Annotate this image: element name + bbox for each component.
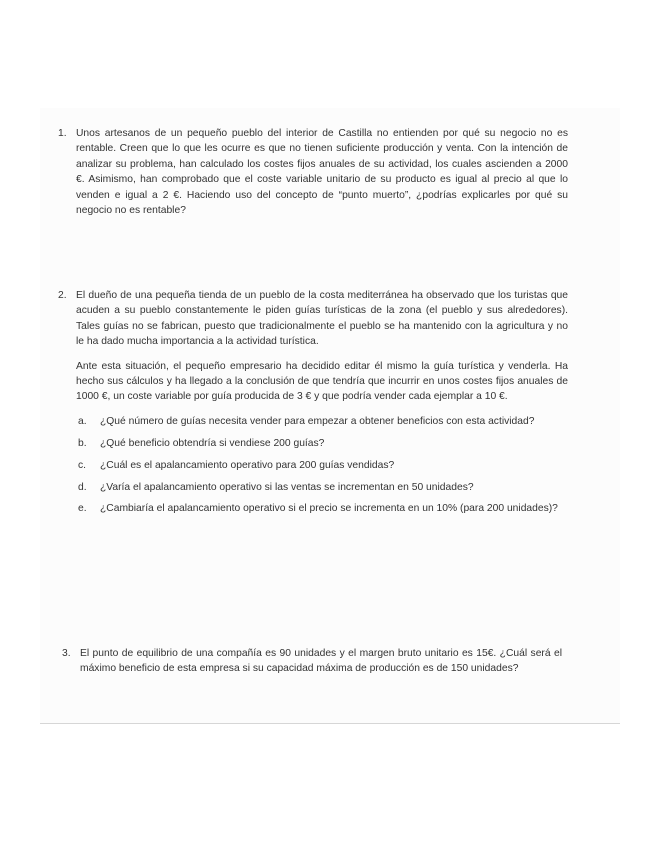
option-letter: e. — [78, 503, 87, 515]
sub-question-c — [76, 458, 568, 473]
option-letter: b. — [78, 437, 87, 449]
sub-question-list — [76, 414, 568, 517]
question-2 — [58, 288, 568, 523]
option-text: ¿Varía el apalancamiento operativo si las ventas se incrementan en 50 unidades? — [100, 481, 474, 493]
question-text: El dueño de una pequeña tienda de un pueblo de la costa mediterránea ha observado que los turistas que acuden a su pueblo constantemente le piden guías turísticas de la zona (el pueblo y sus alrededores). Tales guías no se fabrican, puesto que tradicionalmente el pueblo se ha mantenido con la agricultura y no le ha dado mucha importancia a la actividad turística. — [76, 290, 568, 348]
question-number: 1. — [58, 128, 67, 139]
question-number: 3. — [62, 648, 71, 659]
sub-question-d — [76, 480, 568, 495]
option-text: ¿Cambiaría el apalancamiento operativo si el precio se incrementa en un 10% (para 200 unidades)? — [100, 503, 558, 515]
sub-question-e — [76, 501, 568, 516]
question-text: El punto de equilibrio de una compañía es 90 unidades y el margen bruto unitario es 15€. ¿Cuál será el máximo beneficio de esta empresa si su capacidad máxima de producción es de 150 unidades? — [80, 648, 562, 675]
sub-question-a — [76, 414, 568, 429]
sub-question-b — [76, 436, 568, 451]
question-3 — [62, 646, 562, 677]
question-number: 2. — [58, 290, 67, 301]
question-text: Unos artesanos de un pequeño pueblo del interior de Castilla no entienden por qué su negocio no es rentable. Creen que lo que les ocurre es que no tienen suficiente producción y venta. Con la intención de analizar su problema, han calculado los costes fijos anuales de su actividad, los cuales ascienden a 2000 €. Asimismo, han comprobado que el coste variable unitario de su producto es igual al precio al que lo venden e igual a 2 €. Haciendo uso del concepto de “punto muerto”, ¿podrías explicarles por qué su negocio no es rentable? — [76, 128, 568, 217]
option-text: ¿Qué beneficio obtendría si vendiese 200 guías? — [100, 437, 325, 449]
option-letter: d. — [78, 481, 87, 493]
option-text: ¿Cuál es el apalancamiento operativo para 200 guías vendidas? — [100, 459, 395, 471]
question-1 — [58, 126, 568, 218]
option-letter: c. — [78, 459, 87, 471]
option-letter: a. — [78, 415, 87, 427]
question-text: Ante esta situación, el pequeño empresario ha decidido editar él mismo la guía turística y venderla. Ha hecho sus cálculos y ha llegado a la conclusión de que tendría que incurrir en unos costes fijos anuales de 1000 €, un coste variable por guía producida de 3 € y que podría vender cada ejemplar a 10 €. — [76, 360, 568, 403]
option-text: ¿Qué número de guías necesita vender para empezar a obtener beneficios con esta actividad? — [100, 415, 535, 427]
